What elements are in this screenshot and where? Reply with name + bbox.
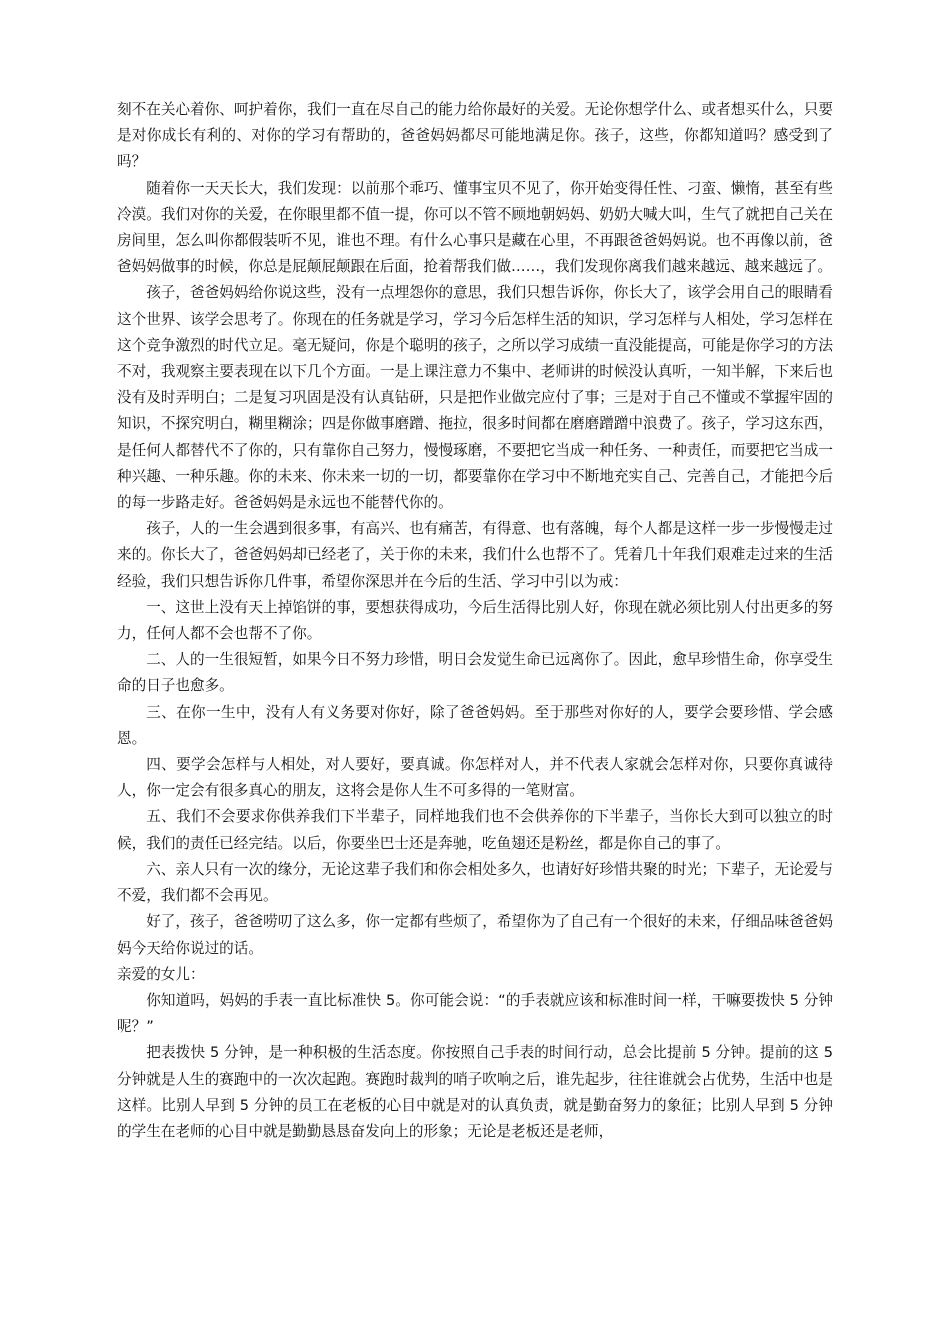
paragraph-watch-1: 你知道吗，妈妈的手表一直比标准快 5。你可能会说：“的手表就应该和标准时间一样，干嘛要拨快 5 分钟呢？”	[117, 991, 833, 1036]
paragraph-2: 随着你一天天长大，我们发现：以前那个乖巧、懂事宝贝不见了，你开始变得任性、刁蛮、懒惰，甚至有些冷漠。我们对你的关爱，在你眼里都不值一提，你可以不管不顾地朝妈妈、奶奶大喊大叫，生气了就把自己关在房间里，怎么叫你都假装听不见，谁也不理。有什么心事只是藏在心里，不再跟爸爸妈妈说。也不再像以前，爸爸妈妈做事的时候，你总是屁颠屁颠跟在后面，抢着帮我们做……，我们发现你离我们越来越远、越来越远了。	[117, 179, 833, 276]
paragraph-1: 刻不在关心着你、呵护着你，我们一直在尽自己的能力给你最好的关爱。无论你想学什么、或者想买什么，只要是对你成长有利的、对你的学习有帮助的，爸爸妈妈都尽可能地满足你。孩子，这些，你都知道吗？感受到了吗？	[117, 101, 833, 171]
list-item-4: 四、要学会怎样与人相处，对人要好，要真诚。你怎样对人，并不代表人家就会怎样对你，只要你真诚待人，你一定会有很多真心的朋友，这将会是你人生不可多得的一笔财富。	[117, 756, 833, 800]
paragraph-3: 孩子，爸爸妈妈给你说这些，没有一点埋怨你的意思，我们只想告诉你，你长大了，该学会用自己的眼睛看这个世界、该学会思考了。你现在的任务就是学习，学习今后怎样生活的知识，学习怎样与人相处，学习怎样在这个竞争激烈的时代立足。毫无疑问，你是个聪明的孩子，之所以学习成绩一直没能提高，可能是你学习的方法不对，我观察主要表现在以下几个方面。一是上课注意力不集中、老师讲的时候没认真听，一知半解，下来后也没有及时弄明白；二是复习巩固是没有认真钻研，只是把作业做完应付了事；三是对于自己不懂或不掌握牢固的知识，不探究明白，糊里糊涂；四是你做事磨蹭、拖拉，很多时间都在磨磨蹭蹭中浪费了。孩子，学习这东西，是任何人都替代不了你的，只有靠你自己努力，慢慢琢磨，不要把它当成一种任务、一种责任，而要把它当成一种兴趣、一种乐趣。你的未来、你未来一切的一切，都要靠你在学习中不断地充实自己、完善自己，才能把今后的每一步路走好。爸爸妈妈是永远也不能替代你的。	[117, 284, 833, 512]
list-item-5: 五、我们不会要求你供养我们下半辈子，同样地我们也不会供养你的下半辈子，当你长大到可以独立的时候，我们的责任已经完结。以后，你要坐巴士还是奔驰，吃鱼翅还是粉丝，都是你自己的事了。	[117, 808, 833, 852]
document-page	[117, 97, 833, 1145]
list-item-3: 三、在你一生中，没有人有义务要对你好，除了爸爸妈妈。至于那些对你好的人，要学会要珍惜、学会感恩。	[117, 703, 833, 747]
paragraph-4: 孩子，人的一生会遇到很多事，有高兴、也有痛苦，有得意、也有落魄，每个人都是这样一步一步慢慢走过来的。你长大了，爸爸妈妈却已经老了，关于你的未来，我们什么也帮不了。凭着几十年我们艰难走过来的生活经验，我们只想告诉你几件事，希望你深思并在今后的生活、学习中引以为戒：	[117, 520, 833, 590]
list-item-6: 六、亲人只有一次的缘分，无论这辈子我们和你会相处多久，也请好好珍惜共聚的时光；下辈子，无论爱与不爱，我们都不会再见。	[117, 860, 833, 905]
closing-paragraph: 好了，孩子，爸爸唠叨了这么多，你一定都有些烦了，希望你为了自己有一个很好的未来，仔细品味爸爸妈妈今天给你说过的话。	[117, 913, 833, 957]
letter-salutation: 亲爱的女儿：	[117, 965, 205, 983]
list-item-1: 一、这世上没有天上掉馅饼的事，要想获得成功，今后生活得比别人好，你现在就必须比别人付出更多的努力，任何人都不会也帮不了你。	[117, 598, 833, 643]
paragraph-watch-2: 把表拨快 5 分钟，是一种积极的生活态度。你按照自己手表的时间行动，总会比提前 5 分钟。提前的这 5 分钟就是人生的赛跑中的一次次起跑。赛跑时裁判的哨子吹响之后，谁先起步，往往谁就会占优势，生活中也是这样。比别人早到 5 分钟的员工在老板的心目中就是对的认真负责，就是勤奋努力的象征；比别人早到 5 分钟的学生在老师的心目中就是勤勤恳恳奋发向上的形象；无论是老板还是老师，	[117, 1044, 833, 1140]
list-item-2: 二、人的一生很短暂，如果今日不努力珍惜，明日会发觉生命已远离你了。因此，愈早珍惜生命，你享受生命的日子也愈多。	[117, 651, 833, 695]
